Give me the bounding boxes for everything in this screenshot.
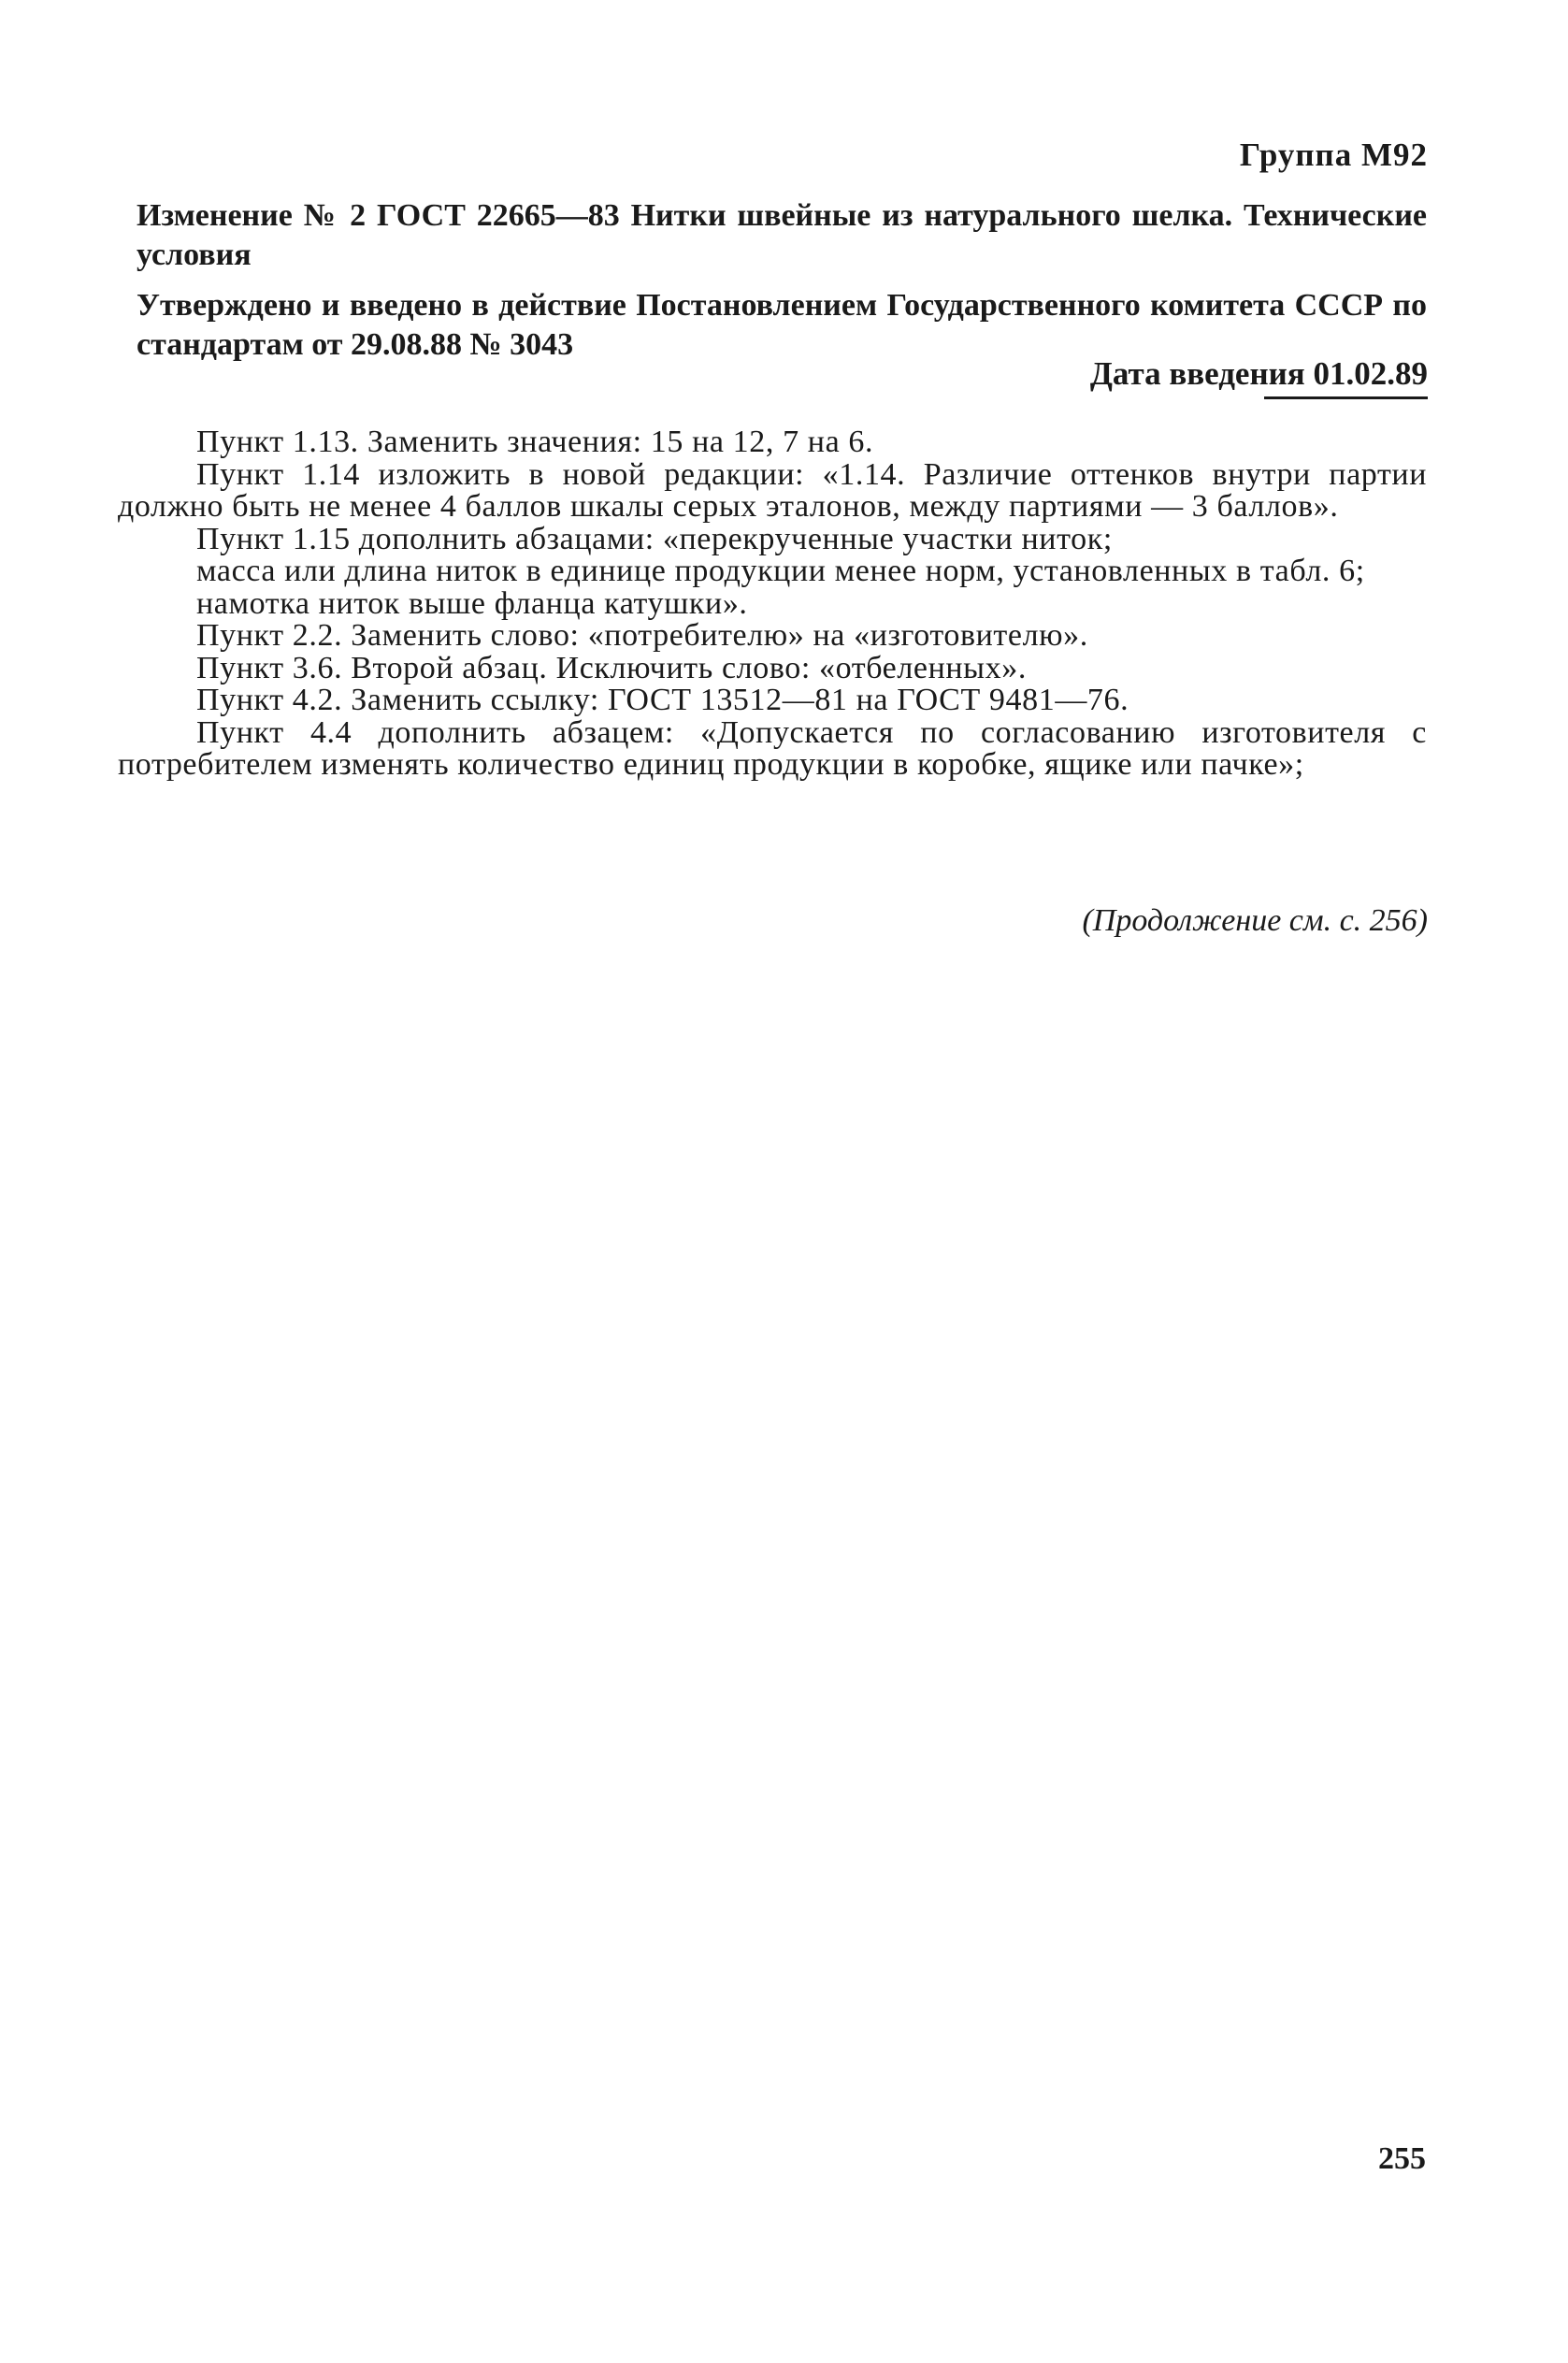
amendment-title: Изменение № 2 ГОСТ 22665—83 Нитки швейные из натурального шелка. Технические условия bbox=[137, 198, 1427, 272]
paragraph-4-2: Пункт 4.2. Заменить ссылку: ГОСТ 13512—81 на ГОСТ 9481—76. bbox=[196, 683, 1129, 717]
effective-date: Дата введения 01.02.89 bbox=[1089, 355, 1428, 392]
date-underline bbox=[1264, 396, 1428, 399]
paragraph-4-4: Пункт 4.4 дополнить абзацем: «Допускается по согласованию изготовителя с потребителем изменять количество единиц продукции в коробке, ящике или пачке»; bbox=[118, 714, 1427, 782]
paragraph-1-13: Пункт 1.13. Заменить значения: 15 на 12, 7 на 6. bbox=[196, 425, 874, 459]
group-code: Группа М92 bbox=[1239, 137, 1428, 173]
paragraph-1-15: Пункт 1.15 дополнить абзацами: «перекрученные участки ниток; bbox=[196, 521, 1113, 556]
page-number: 255 bbox=[1378, 2141, 1426, 2176]
approval-statement: Утверждено и введено в действие Постановлением Государственного комитета СССР по стандартам от 29.08.88 № 3043 bbox=[137, 288, 1427, 362]
paragraph-1-15-winding: намотка ниток выше фланца катушки». bbox=[196, 585, 748, 621]
paragraph-3-6: Пункт 3.6. Второй абзац. Исключить слово: «отбеленных». bbox=[196, 650, 1027, 685]
paragraph-1-14: Пункт 1.14 изложить в новой редакции: «1.14. Различие оттенков внутри партии должно быть не менее 4 баллов шкалы серых эталонов, между партиями — 3 баллов». bbox=[118, 456, 1427, 524]
amendment-body bbox=[118, 426, 1427, 782]
continuation-note: (Продолжение см. с. 256) bbox=[1082, 903, 1428, 938]
paragraph-1-15-mass: масса или длина ниток в единице продукции менее норм, установленных в табл. 6; bbox=[196, 554, 1365, 588]
paragraph-2-2: Пункт 2.2. Заменить слово: «потребителю» на «изготовителю». bbox=[196, 618, 1088, 653]
